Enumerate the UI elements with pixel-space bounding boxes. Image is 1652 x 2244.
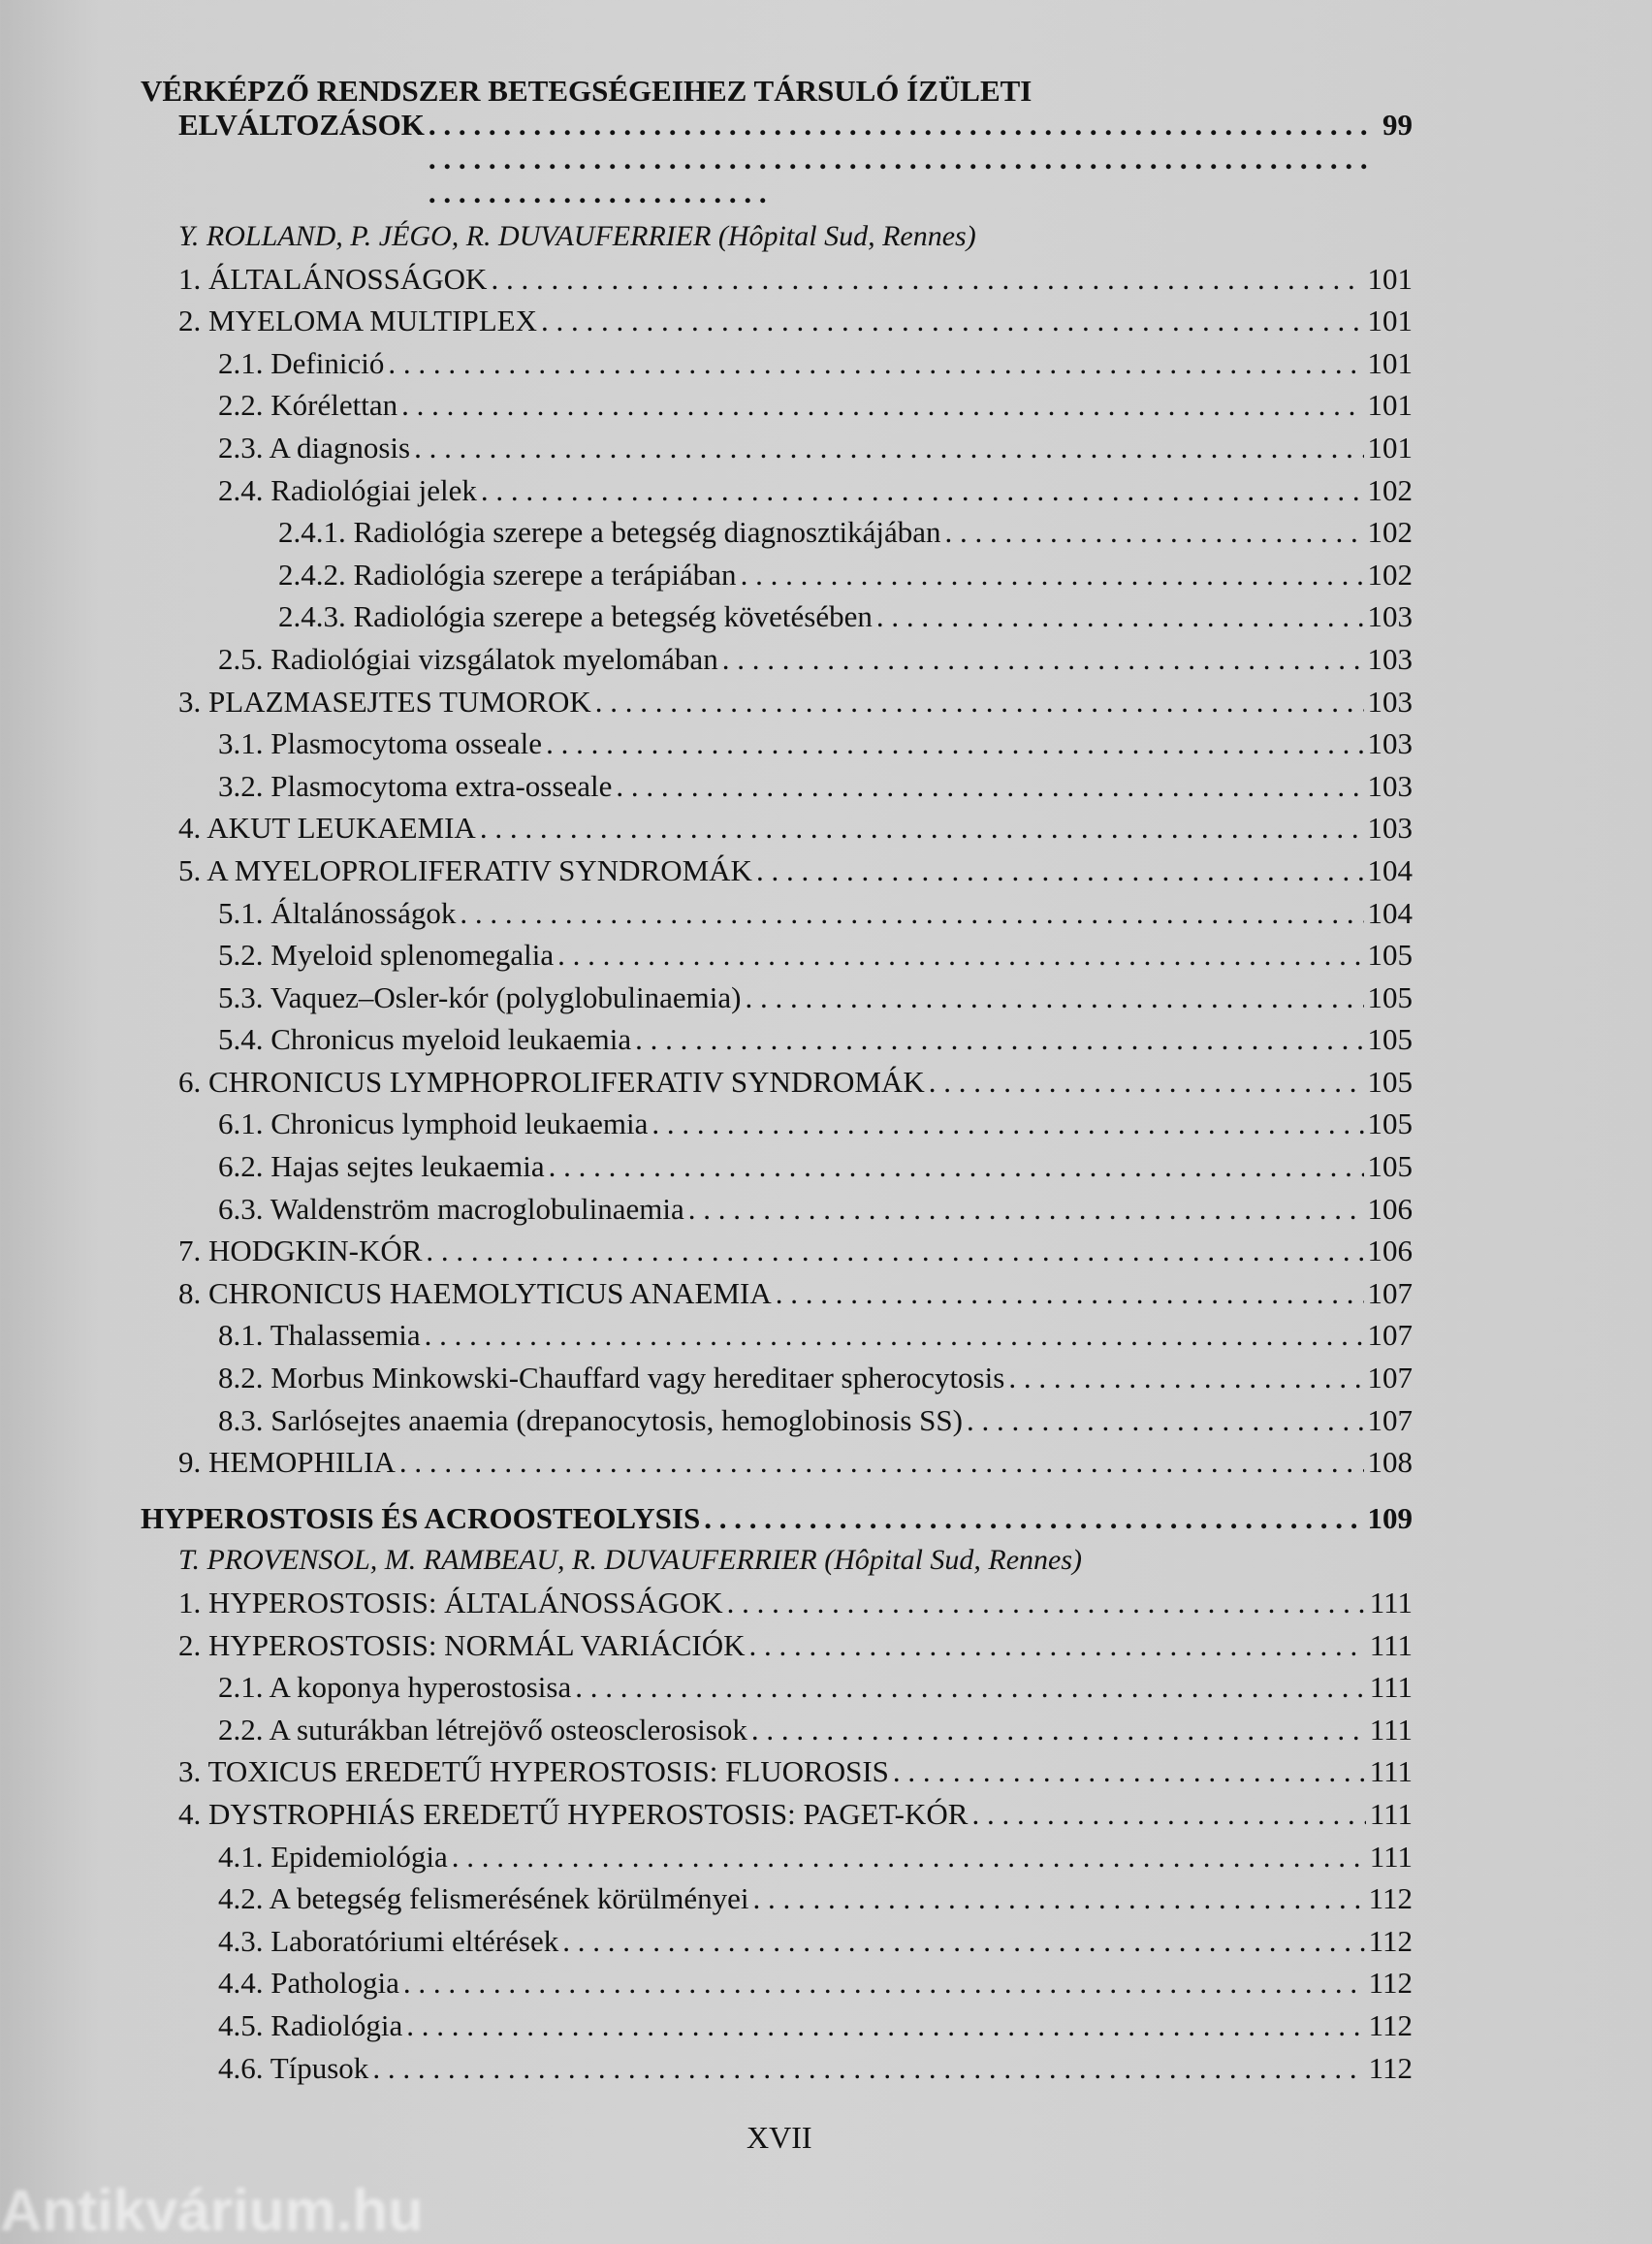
entry-label: 3.2. Plasmocytoma extra-osseale [218,768,613,803]
entry-page: 112 [1368,1881,1413,1916]
section-heading [141,1497,1413,1540]
entry-label: 2.2. Kórélettan [218,388,398,423]
entry-page: 107 [1367,1318,1413,1353]
entry-page: 112 [1368,2007,1413,2042]
toc-entry [141,892,1413,935]
toc-entry [141,511,1413,554]
entry-page: 111 [1369,1796,1413,1831]
toc-entry [141,300,1413,342]
watermark: Antikvárium.hu [0,2178,424,2243]
entry-label: 4.2. A betegség felismerésének körülményei [218,1881,749,1916]
dot-leader [562,1920,1364,1963]
toc-entry [141,638,1413,681]
entry-label: 2.4.3. Radiológia szerepe a betegség követésében [278,599,873,634]
dot-leader [741,554,1364,596]
entry-label: 2.4.2. Radiológia szerepe a terápiában [278,557,737,592]
entry-label: 8. CHRONICUS HAEMOLYTICUS ANAEMIA [178,1275,772,1310]
entry-label: 3. TOXICUS EREDETŰ HYPEROSTOSIS: FLUOROSIS [178,1754,889,1789]
entry-label: 2. MYELOMA MULTIPLEX [178,304,538,338]
entry-label: 2.2. A suturákban létrejövő osteosclerosisok [218,1712,747,1747]
entry-page: 105 [1367,1064,1413,1099]
entry-page: 102 [1367,557,1413,592]
toc-entry [141,850,1413,892]
section-title-line1: HYPEROSTOSIS ÉS ACROOSTEOLYSIS [141,1500,701,1535]
entry-label: 5.4. Chronicus myeloid leukaemia [218,1022,632,1057]
toc-entry [141,1357,1413,1399]
entry-page: 104 [1367,852,1413,887]
dot-leader [971,1793,1365,1836]
entry-label: 4.3. Laboratóriumi eltérések [218,1923,559,1958]
section-title-line1: VÉRKÉPZŐ RENDSZER BETEGSÉGEIHEZ TÁRSULÓ ÍZÜLETI [141,74,1032,108]
dot-leader [595,681,1364,723]
entry-page: 112 [1368,1923,1413,1958]
entry-label: 6.2. Hajas sejtes leukaemia [218,1149,545,1184]
toc-entry [141,1188,1413,1231]
entry-label: 4. AKUT LEUKAEMIA [178,811,476,846]
dot-leader [929,1061,1364,1104]
section-heading [141,74,1413,209]
toc-entry [141,258,1413,301]
toc-entry [141,2004,1413,2047]
toc-entry [141,1877,1413,1920]
entry-label: 5. A MYELOPROLIFERATIV SYNDROMÁK [178,852,752,887]
entry-label: 5.2. Myeloid splenomegalia [218,938,555,973]
toc-entry [141,1061,1413,1104]
dot-leader [406,2004,1364,2047]
entry-page: 111 [1369,1670,1413,1705]
dot-leader [401,384,1363,427]
toc-entry [141,1018,1413,1061]
entry-label: 5.1. Általánosságok [218,895,457,930]
entry-label: 4.5. Radiológia [218,2007,403,2042]
toc-entry [141,1666,1413,1709]
entry-page: 111 [1369,1712,1413,1747]
toc-entry [141,1793,1413,1836]
entry-label: 1. HYPEROSTOSIS: ÁLTALÁNOSSÁGOK [178,1586,723,1619]
entry-page: 104 [1367,895,1413,930]
entry-label: 4.4. Pathologia [218,1966,399,2001]
dot-leader [751,1709,1366,1751]
entry-label: 1. ÁLTALÁNOSSÁGOK [178,261,488,296]
entry-label: 6.1. Chronicus lymphoid leukaemia [218,1106,649,1141]
toc-entry [141,1920,1413,1963]
entry-page: 106 [1367,1191,1413,1226]
entry-label: 2.4.1. Radiológia szerepe a betegség diagnosztikájában [278,515,941,550]
toc-entry [141,1272,1413,1315]
entry-label: 4.1. Epidemiológia [218,1839,448,1874]
entry-label: 4.6. Típusok [218,2050,369,2085]
entry-label: 9. HEMOPHILIA [178,1445,396,1480]
toc-entry [141,2047,1413,2090]
entry-page: 105 [1367,1022,1413,1057]
entry-label: 2.3. A diagnosis [218,430,411,465]
dot-leader [944,511,1363,554]
entry-label: 3. PLAZMASEJTES TUMOROK [178,684,591,719]
section-title-line2: ELVÁLTOZÁSOK [178,108,425,142]
entry-label: 2.5. Radiológiai vizsgálatok myelomában [218,641,718,676]
dot-leader [688,1188,1364,1231]
entry-page: 105 [1367,1149,1413,1184]
dot-leader [491,258,1363,301]
toc-entry [141,1624,1413,1667]
toc-entry [141,722,1413,765]
dot-leader [616,765,1363,808]
entry-page: 108 [1367,1445,1413,1480]
toc-entry [141,1836,1413,1878]
toc-entry [141,977,1413,1019]
entry-page: 101 [1367,261,1413,296]
entry-label: 8.3. Sarlósejtes anaemia (drepanocytosis, hemoglobinosis SS) [218,1402,963,1437]
dot-leader [426,1230,1363,1272]
toc-entry [141,1441,1413,1484]
entry-page: 111 [1369,1586,1413,1619]
entry-page: 112 [1368,1966,1413,2001]
toc-entry [141,595,1413,638]
toc-entry [141,1314,1413,1357]
entry-page: 101 [1367,388,1413,423]
table-of-contents [141,74,1413,2089]
dot-leader [893,1750,1366,1793]
toc-entry [141,427,1413,469]
toc-entry [141,681,1413,723]
toc-entry [141,1230,1413,1272]
entry-page: 105 [1367,1106,1413,1141]
section-page: 109 [1367,1500,1413,1535]
toc-entry [141,469,1413,512]
dot-leader [727,1582,1366,1624]
dot-leader [388,342,1363,385]
entry-label: 2. HYPEROSTOSIS: NORMÁL VARIÁCIÓK [178,1627,746,1662]
entry-page: 103 [1367,811,1413,846]
dot-leader [876,595,1364,638]
dot-leader [1008,1357,1363,1399]
toc-entry [141,1709,1413,1751]
entry-page: 102 [1367,472,1413,507]
toc-entry [141,934,1413,977]
entry-label: 4. DYSTROPHIÁS EREDETŰ HYPEROSTOSIS: PAGET-KÓR [178,1796,969,1831]
toc-entry [141,765,1413,808]
dot-leader [452,1836,1366,1878]
dot-leader [429,108,1379,209]
entry-label: 8.2. Morbus Minkowski-Chauffard vagy hereditaer spherocytosis [218,1361,1005,1395]
dot-leader [481,469,1364,512]
dot-leader [722,638,1364,681]
entry-page: 103 [1367,768,1413,803]
toc-entry [141,384,1413,427]
dot-leader [557,934,1363,977]
dot-leader [372,2047,1364,2090]
dot-leader [704,1497,1363,1540]
toc-entry [141,1750,1413,1793]
dot-leader [460,892,1363,935]
toc-entry [141,807,1413,850]
entry-page: 107 [1367,1402,1413,1437]
entry-page: 106 [1367,1234,1413,1268]
entry-page: 103 [1367,641,1413,676]
dot-leader [967,1399,1364,1442]
toc-entry [141,1962,1413,2004]
entry-page: 102 [1367,515,1413,550]
entry-page: 112 [1368,2050,1413,2085]
dot-leader [575,1666,1366,1709]
entry-page: 101 [1367,430,1413,465]
entry-label: 8.1. Thalassemia [218,1318,421,1353]
toc-entry [141,1399,1413,1442]
page-number: XVII [747,2120,812,2155]
entry-page: 111 [1369,1627,1413,1662]
dot-leader [753,1877,1365,1920]
entry-page: 103 [1367,726,1413,761]
dot-leader [425,1314,1364,1357]
dot-leader [403,1962,1365,2004]
dot-leader [546,722,1363,765]
entry-page: 101 [1367,304,1413,338]
toc-entry [141,1582,1413,1624]
dot-leader [399,1441,1364,1484]
toc-section [141,74,1413,1484]
entry-label: 2.1. A koponya hyperostosisa [218,1670,572,1705]
dot-leader [756,850,1364,892]
dot-leader [549,1145,1364,1188]
section-page: 99 [1382,108,1413,142]
entry-page: 111 [1369,1839,1413,1874]
entry-page: 107 [1367,1275,1413,1310]
entry-label: 6.3. Waldenström macroglobulinaemia [218,1191,684,1226]
toc-section [141,1497,1413,2089]
dot-leader [745,977,1363,1019]
entry-page: 105 [1367,979,1413,1014]
entry-page: 105 [1367,938,1413,973]
entry-page: 111 [1369,1754,1413,1789]
entry-label: 3.1. Plasmocytoma osseale [218,726,543,761]
dot-leader [480,807,1364,850]
entry-page: 103 [1367,599,1413,634]
section-authors: Y. ROLLAND, P. JÉGO, R. DUVAUFERRIER (Hôpital Sud, Rennes) [178,220,976,252]
dot-leader [635,1018,1363,1061]
dot-leader [541,300,1363,342]
dot-leader [651,1103,1363,1145]
dot-leader [776,1272,1364,1315]
toc-entry [141,342,1413,385]
entry-page: 101 [1367,345,1413,380]
dot-leader [414,427,1363,469]
toc-entry [141,554,1413,596]
dot-leader [749,1624,1366,1667]
entry-label: 7. HODGKIN-KÓR [178,1234,423,1268]
toc-entry [141,1145,1413,1188]
entry-label: 2.4. Radiológiai jelek [218,472,477,507]
entry-label: 2.1. Definició [218,345,385,380]
section-authors: T. PROVENSOL, M. RAMBEAU, R. DUVAUFERRIER (Hôpital Sud, Rennes) [178,1544,1083,1577]
toc-entry [141,1103,1413,1145]
entry-label: 6. CHRONICUS LYMPHOPROLIFERATIV SYNDROMÁK [178,1064,925,1099]
entry-label: 5.3. Vaquez–Osler-kór (polyglobulinaemia) [218,979,742,1014]
entry-page: 103 [1367,684,1413,719]
entry-page: 107 [1367,1361,1413,1395]
